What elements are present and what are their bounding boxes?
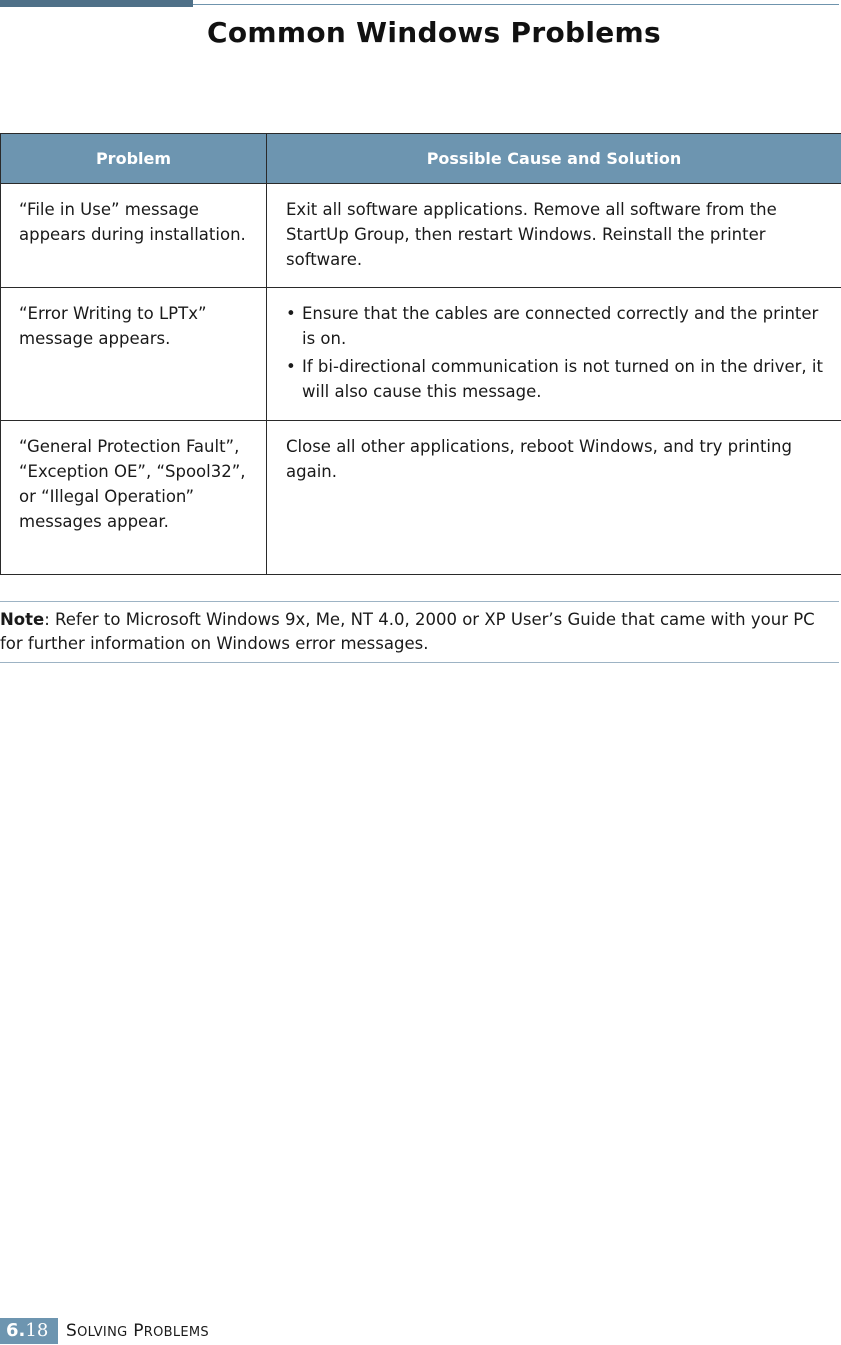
note-text: : Refer to Microsoft Windows 9x, Me, NT 4.0, 2000 or XP User’s Guide that came with your PC for further information on Windows error messages. bbox=[0, 610, 815, 653]
page-number: 18 bbox=[25, 1320, 49, 1341]
page-number-badge bbox=[0, 1318, 58, 1344]
table-row bbox=[1, 288, 841, 421]
page-title: Common Windows Problems bbox=[207, 16, 661, 49]
note bbox=[0, 608, 830, 656]
note-rule-bottom bbox=[0, 662, 839, 663]
bullet-dot: • bbox=[286, 357, 296, 376]
problems-table bbox=[0, 133, 841, 575]
section-name: SOLVING PROBLEMS bbox=[66, 1321, 209, 1341]
header-accent-bar bbox=[0, 0, 193, 7]
note-label: Note bbox=[0, 610, 45, 629]
solution-bullet bbox=[286, 354, 825, 404]
header-problem: Problem bbox=[1, 134, 267, 184]
table-row bbox=[1, 421, 841, 575]
note-rule-top bbox=[0, 601, 839, 602]
solution-cell: Close all other applications, reboot Windows, and try printing again. bbox=[267, 421, 841, 575]
chapter-number: 6. bbox=[6, 1320, 26, 1341]
bullet-dot: • bbox=[286, 304, 296, 323]
problem-cell: “General Protection Fault”, “Exception OE”, “Spool32”, or “Illegal Operation” messages appear. bbox=[1, 421, 267, 575]
bullet-text: Ensure that the cables are connected correctly and the printer is on. bbox=[302, 304, 819, 348]
table-header-row bbox=[1, 134, 841, 184]
solution-cell: Exit all software applications. Remove all software from the StartUp Group, then restart Windows. Reinstall the printer software. bbox=[267, 184, 841, 288]
header-solution: Possible Cause and Solution bbox=[267, 134, 841, 184]
table-row bbox=[1, 184, 841, 288]
solution-bullet bbox=[286, 301, 825, 351]
bullet-text: If bi-directional communication is not turned on in the driver, it will also cause this message. bbox=[302, 357, 823, 401]
solution-cell bbox=[267, 288, 841, 421]
header-rule bbox=[193, 4, 839, 5]
problem-cell: “File in Use” message appears during installation. bbox=[1, 184, 267, 288]
problem-cell: “Error Writing to LPTx” message appears. bbox=[1, 288, 267, 421]
